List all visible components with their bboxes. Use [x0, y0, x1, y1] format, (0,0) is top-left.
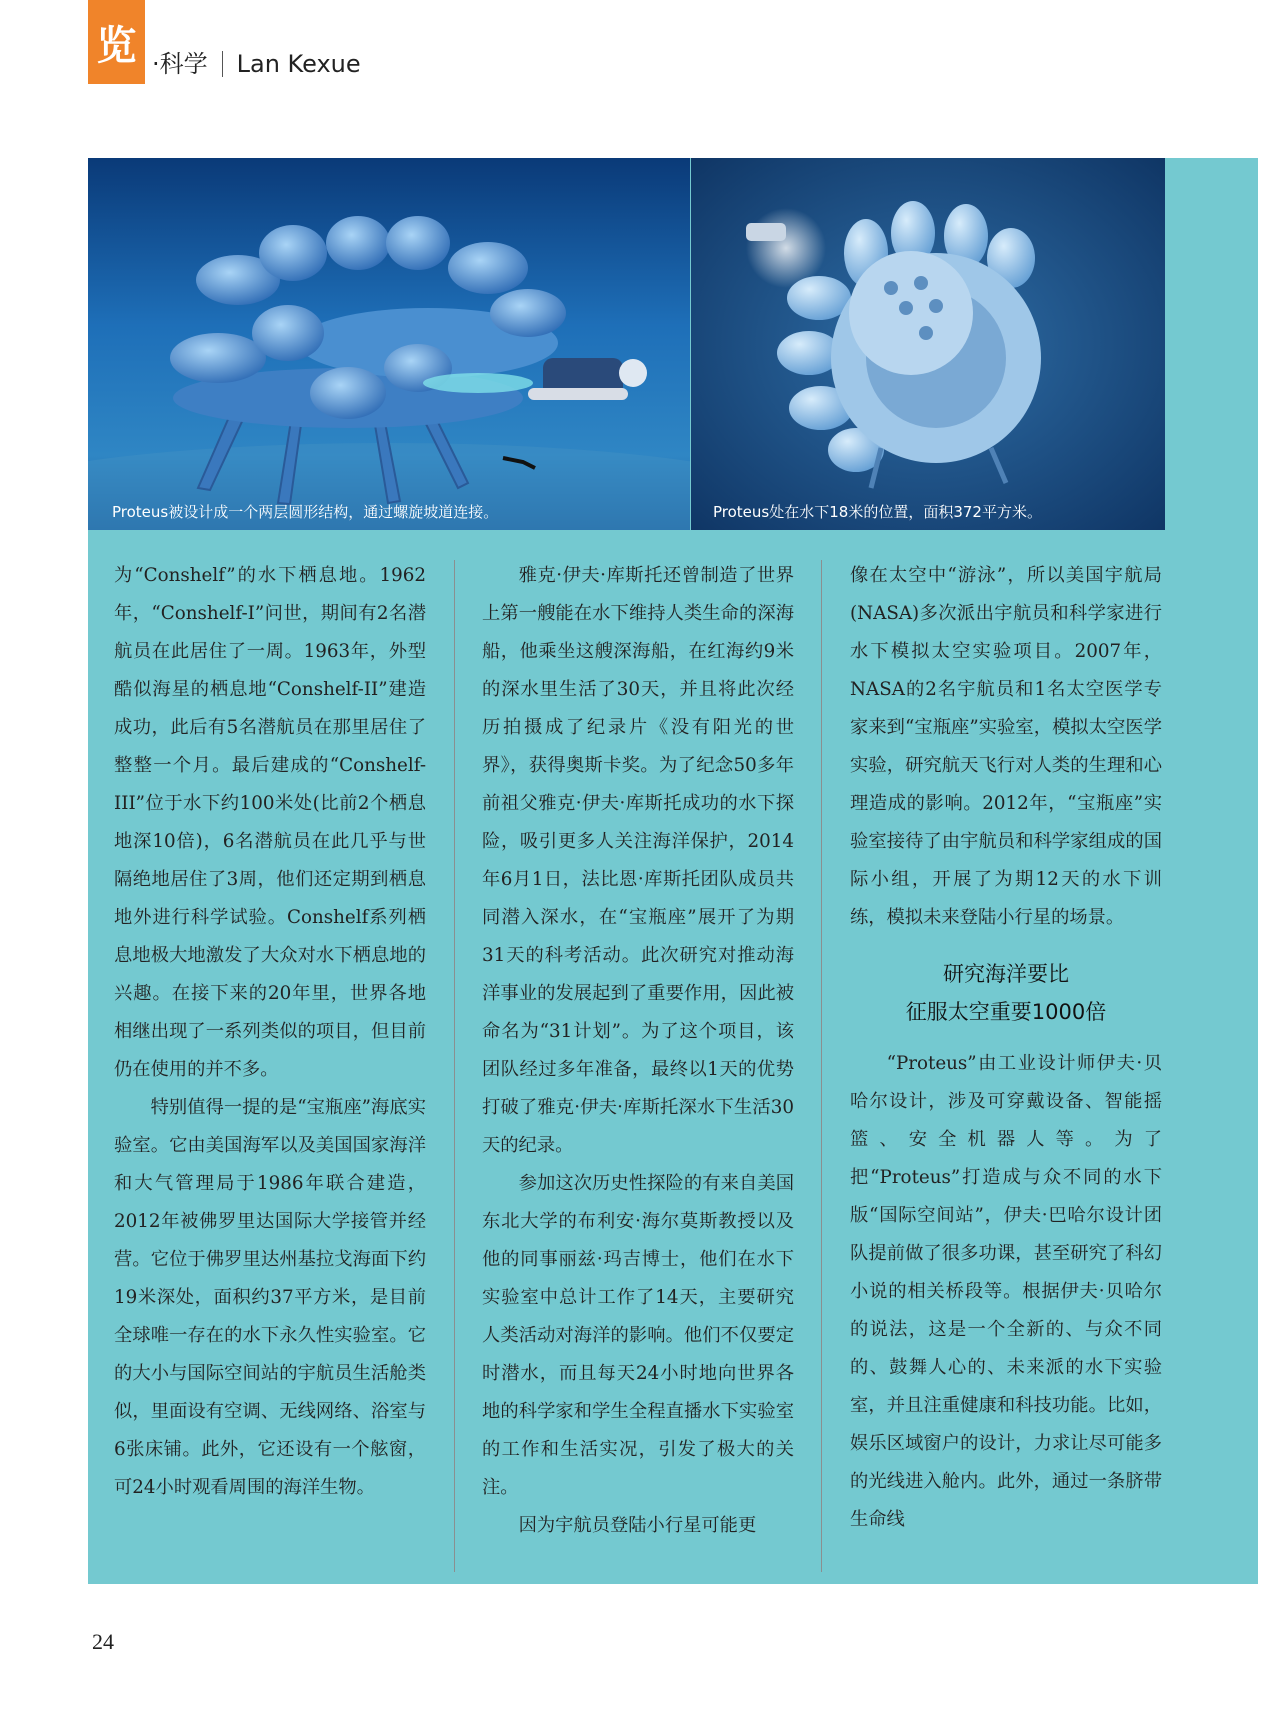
habitat-top-photo — [691, 158, 1165, 530]
section-name: ·科学 — [152, 50, 208, 78]
column-divider — [454, 560, 455, 1572]
header-divider — [222, 51, 223, 77]
habitat-top-illustration — [691, 158, 1165, 530]
paragraph: 像在太空中“游泳”，所以美国宇航局(NASA)多次派出宇航员和科学家进行水下模拟太空实验项目。2007年，NASA的2名宇航员和1名太空医学专家来到“宝瓶座”实验室，模拟太空医学实验，研究航天飞行对人类的生理和心理造成的影响。2012年，“宝瓶座”实验室接待了由宇航员和科学家组成的国际小组，开展了为期12天的水下训练，模拟未来登陆小行星的场景。 — [850, 565, 1162, 928]
article-column-3 — [850, 557, 1162, 1577]
section-badge: 览 — [88, 0, 145, 84]
section-pinyin: Lan Kexue — [236, 50, 361, 78]
left-photo-caption: Proteus被设计成一个两层圆形结构，通过螺旋坡道连接。 — [112, 503, 499, 521]
right-photo-caption: Proteus处在水下18米的位置，面积372平方米。 — [713, 503, 1042, 521]
section-heading — [850, 955, 1162, 1031]
habitat-side-photo — [88, 158, 690, 530]
article-column-2 — [482, 557, 794, 1577]
paragraph: 为“Conshelf”的水下栖息地。1962年，“Conshelf-I”问世，期间有2名潜航员在此居住了一周。1963年，外型酷似海星的栖息地“Conshelf-II”建造成功，此后有5名潜航员在那里居住了整整一个月。最后建成的“Conshelf-III”位于水下约100米处(比前2个栖息地深10倍)，6名潜航员在此几乎与世隔绝地居住了3周，他们还定期到栖息地外进行科学试验。Conshelf系列栖息地极大地激发了大众对水下栖息地的兴趣。在接下来的20年里，世界各地相继出现了一系列类似的项目，但目前仍在使用的并不多。 — [114, 565, 426, 1080]
article-column-1 — [114, 557, 426, 1577]
habitat-side-illustration — [88, 158, 690, 530]
section-heading-line: 研究海洋要比 — [943, 962, 1069, 986]
paragraph: “Proteus”由工业设计师伊夫·贝哈尔设计，涉及可穿戴设备、智能摇篮、安全机器人等。为了把“Proteus”打造成与众不同的水下版“国际空间站”，伊夫·巴哈尔设计团队提前做了很多功课，甚至研究了科幻小说的相关桥段等。根据伊夫·贝哈尔的说法，这是一个全新的、与众不同的、鼓舞人心的、未来派的水下实验室，并且注重健康和科技功能。比如，娱乐区域窗户的设计，力求让尽可能多的光线进入舱内。此外，通过一条脐带生命线 — [850, 1053, 1162, 1530]
paragraph: 雅克·伊夫·库斯托还曾制造了世界上第一艘能在水下维持人类生命的深海船，他乘坐这艘深海船，在红海约9米的深水里生活了30天，并且将此次经历拍摄成了纪录片《没有阳光的世界》，获得奥斯卡奖。为了纪念50多年前祖父雅克·伊夫·库斯托成功的水下探险，吸引更多人关注海洋保护，2014年6月1日，法比恩·库斯托团队成员共同潜入深水，在“宝瓶座”展开了为期31天的科考活动。此次研究对推动海洋事业的发展起到了重要作用，因此被命名为“31计划”。为了这个项目，该团队经过多年准备，最终以1天的优势打破了雅克·伊夫·库斯托深水下生活30天的纪录。 — [482, 565, 794, 1156]
section-title — [152, 44, 361, 79]
paragraph: 因为宇航员登陆小行星可能更 — [518, 1515, 757, 1536]
column-divider — [821, 560, 822, 1572]
page-number: 24 — [92, 1629, 114, 1654]
paragraph: 参加这次历史性探险的有来自美国东北大学的布利安·海尔莫斯教授以及他的同事丽兹·玛吉博士，他们在水下实验室中总计工作了14天，主要研究人类活动对海洋的影响。他们不仅要定时潜水，而且每天24小时地向世界各地的科学家和学生全程直播水下实验室的工作和生活实况，引发了极大的关注。 — [482, 1173, 794, 1498]
section-heading-line: 征服太空重要1000倍 — [905, 1000, 1107, 1024]
paragraph: 特别值得一提的是“宝瓶座”海底实验室。它由美国海军以及美国国家海洋和大气管理局于1986年联合建造，2012年被佛罗里达国际大学接管并经营。它位于佛罗里达州基拉戈海面下约19米深处，面积约37平方米，是目前全球唯一存在的水下永久性实验室。它的大小与国际空间站的宇航员生活舱类似，里面设有空调、无线网络、浴室与6张床铺。此外，它还设有一个舷窗，可24小时观看周围的海洋生物。 — [114, 1097, 426, 1498]
photo-strip — [88, 158, 1165, 530]
